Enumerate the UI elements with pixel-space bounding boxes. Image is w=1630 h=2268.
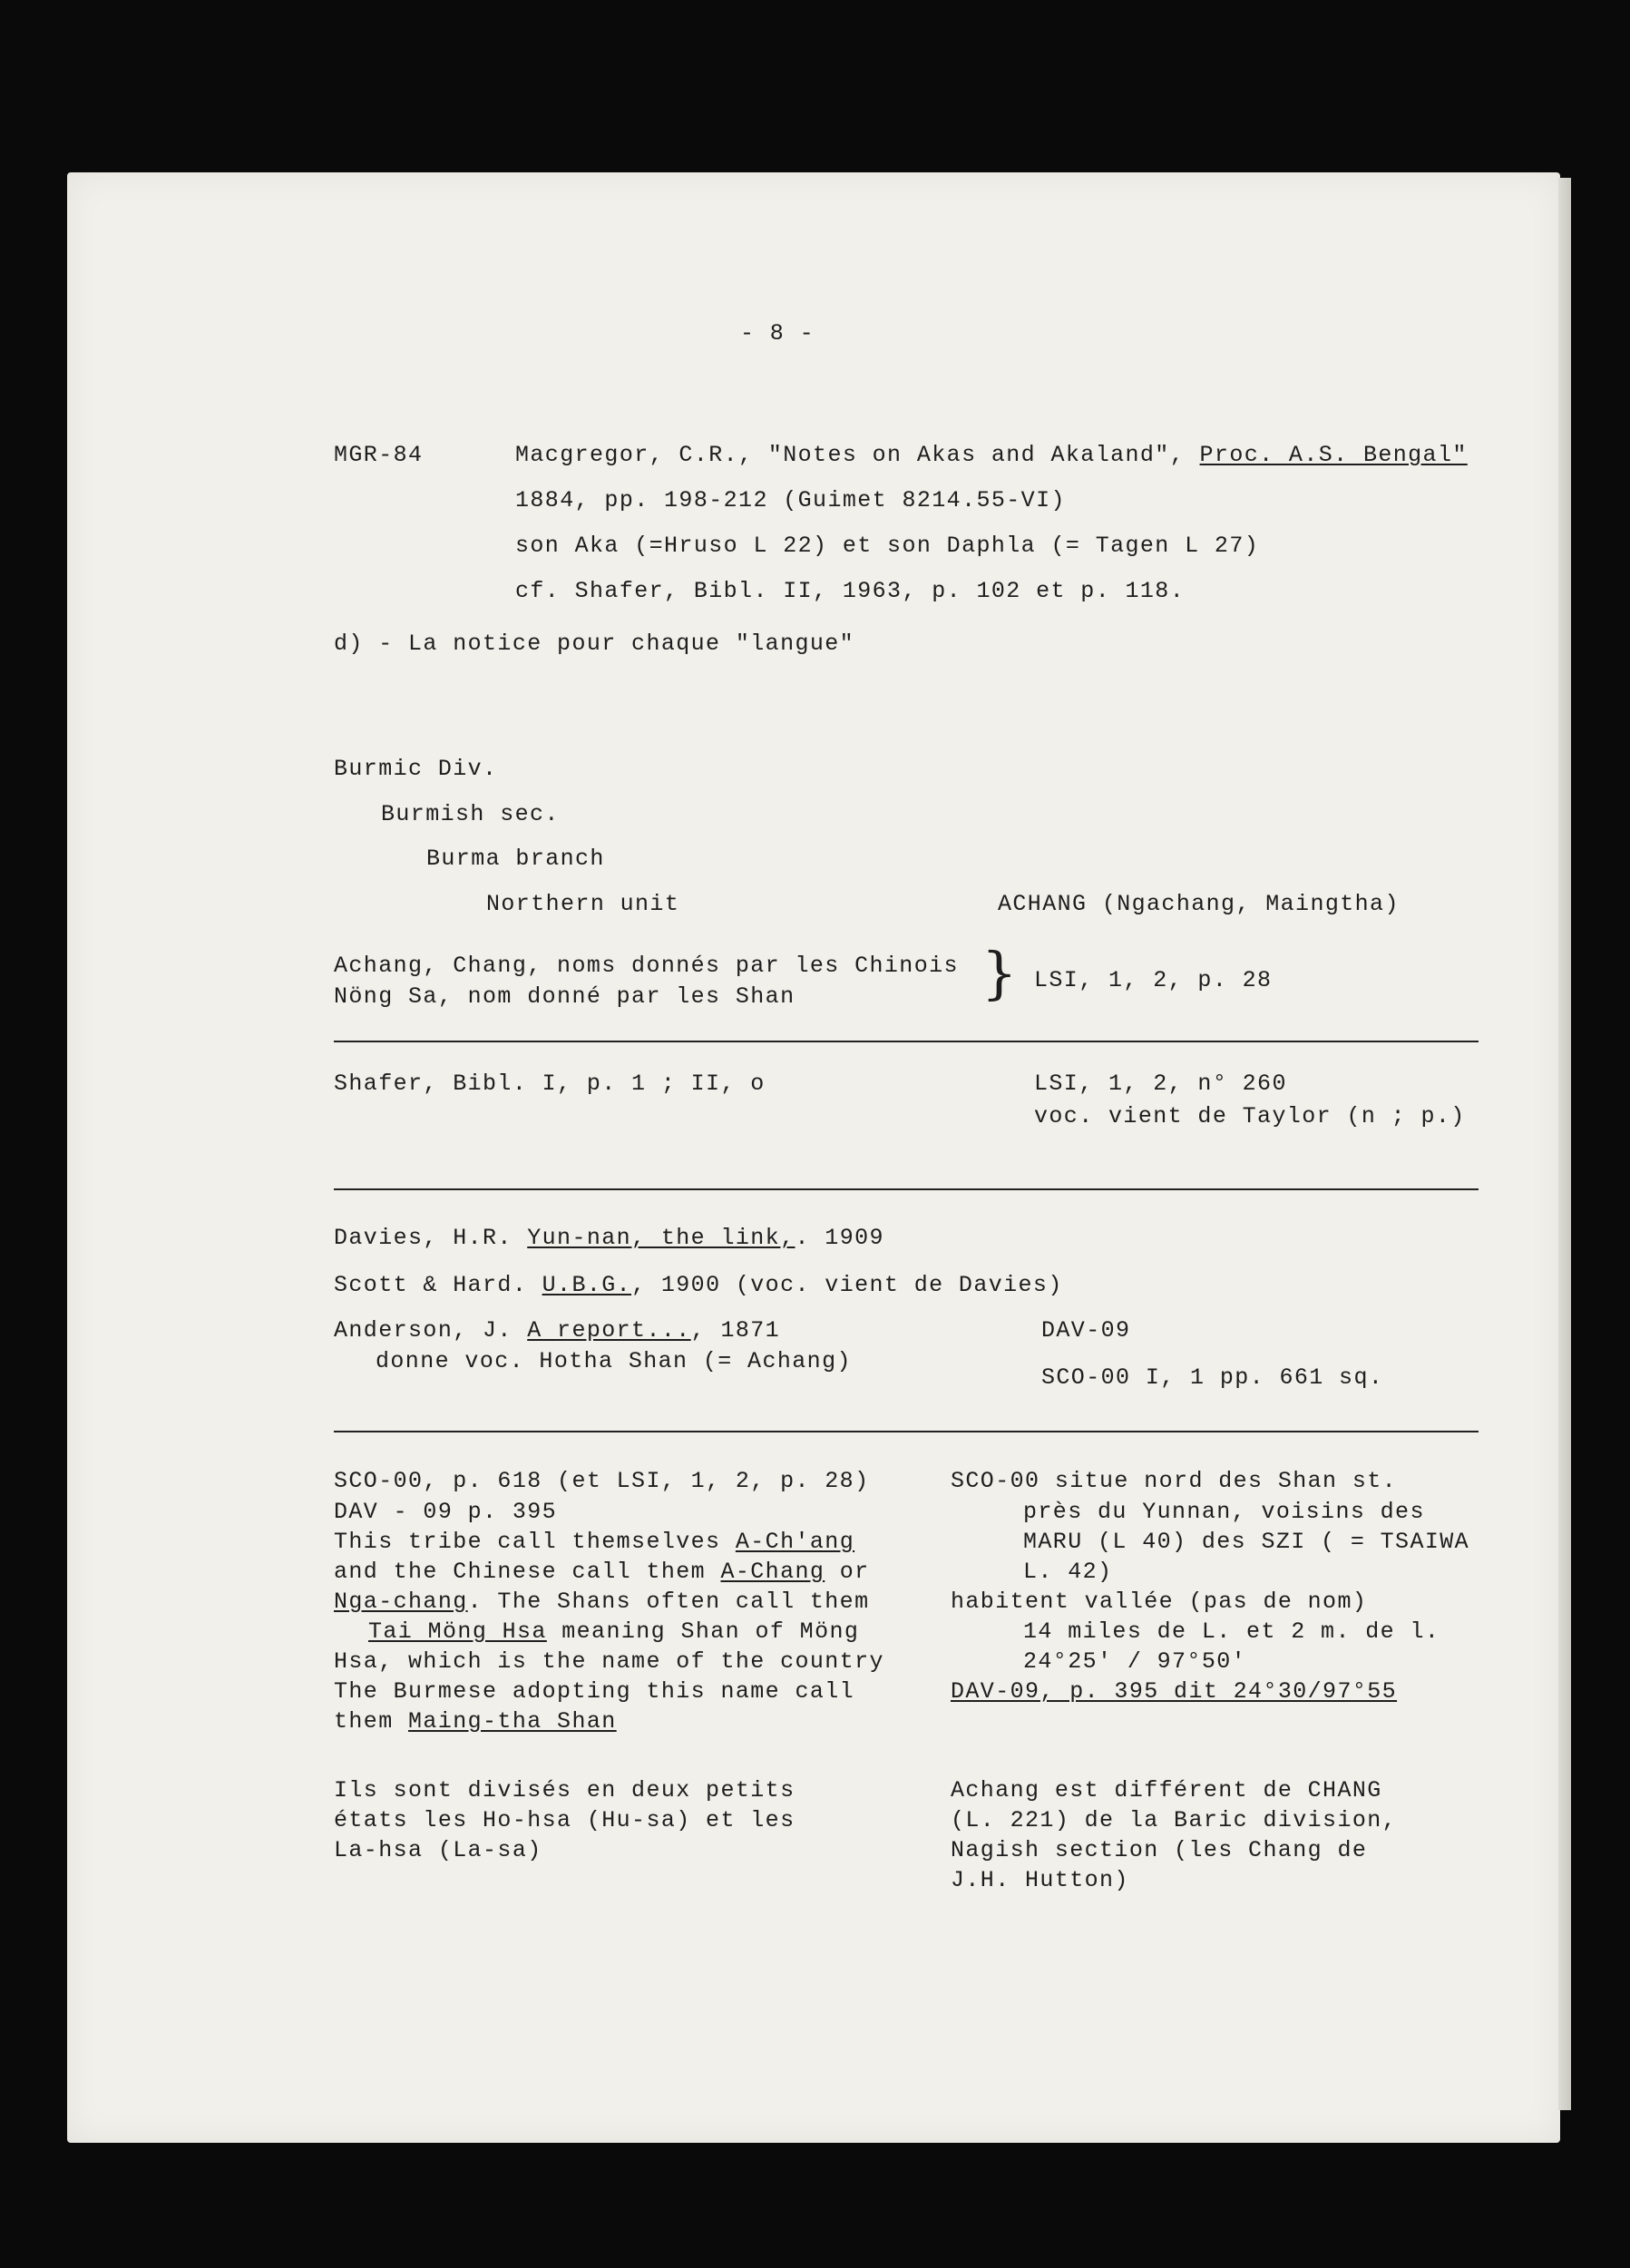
- left-note-6: [368, 1618, 859, 1646]
- lsi-ref: LSI, 1, 2, n° 260: [1034, 1070, 1287, 1097]
- classification-division: Burmic Div.: [334, 756, 498, 782]
- anderson-year: , 1871: [690, 1317, 781, 1344]
- entry-author: Macgregor, C.R., "Notes on Akas and Akaland",: [515, 442, 1200, 468]
- right-note-5: habitent vallée (pas de nom): [951, 1589, 1368, 1615]
- divider-1: [334, 1041, 1479, 1042]
- section-heading: d) - La notice pour chaque "langue": [334, 631, 855, 657]
- left-note-10: Ils sont divisés en deux petits: [334, 1777, 795, 1804]
- left-note-3: [334, 1529, 854, 1556]
- left-note-9: [334, 1708, 617, 1735]
- right-note-8: DAV-09, p. 395 dit 24°30/97°55: [951, 1678, 1398, 1705]
- right-note-9: Achang est différent de CHANG: [951, 1777, 1382, 1804]
- right-note-3: MARU (L 40) des SZI ( = TSAIWA: [1023, 1529, 1470, 1555]
- left-note-11: états les Ho-hsa (Hu-sa) et les: [334, 1807, 795, 1833]
- right-note-7: 24°25' / 97°50': [1023, 1648, 1247, 1675]
- biblio-scott: [334, 1272, 1063, 1299]
- anderson-author: Anderson, J.: [334, 1317, 528, 1344]
- left-note-7: Hsa, which is the name of the country: [334, 1648, 884, 1675]
- classification-branch: Burma branch: [426, 846, 605, 872]
- note-text: . The Shans often call them: [467, 1589, 870, 1615]
- left-note-8: The Burmese adopting this name call: [334, 1678, 855, 1705]
- brace: }: [981, 940, 1018, 1006]
- scott-year: , 1900 (voc. vient de Davies): [631, 1272, 1063, 1298]
- code-dav: DAV-09: [1041, 1317, 1131, 1344]
- right-note-2: près du Yunnan, voisins des: [1023, 1499, 1425, 1525]
- names-line-1: Achang, Chang, noms donnés par les Chinois: [334, 953, 959, 979]
- note-text: This tribe call themselves: [334, 1529, 736, 1555]
- classification-unit: Northern unit: [486, 891, 680, 917]
- anderson-title: A report...: [527, 1317, 691, 1344]
- davies-year: . 1909: [795, 1225, 884, 1251]
- note-text: or: [825, 1559, 870, 1585]
- entry-line-4: cf. Shafer, Bibl. II, 1963, p. 102 et p. 118.: [515, 578, 1186, 604]
- classification-section: Burmish sec.: [381, 801, 560, 827]
- divider-2: [334, 1188, 1479, 1190]
- biblio-davies: [334, 1225, 884, 1252]
- scott-author: Scott & Hard.: [334, 1272, 542, 1298]
- note-text: them: [334, 1708, 409, 1735]
- voc-ref: voc. vient de Taylor (n ; p.): [1034, 1103, 1466, 1129]
- note-term: Tai Möng Hsa: [368, 1618, 547, 1645]
- right-note-6: 14 miles de L. et 2 m. de l.: [1023, 1618, 1440, 1645]
- davies-author: Davies, H.R.: [334, 1225, 528, 1251]
- note-term: A-Chang: [720, 1559, 825, 1585]
- note-term: A-Ch'ang: [735, 1529, 855, 1555]
- code-sco: SCO-00 I, 1 pp. 661 sq.: [1041, 1364, 1384, 1391]
- divider-3: [334, 1431, 1479, 1432]
- left-note-12: La-hsa (La-sa): [334, 1837, 542, 1863]
- right-note-10: (L. 221) de la Baric division,: [951, 1807, 1398, 1833]
- entry-code: MGR-84: [334, 442, 424, 468]
- right-note-4: L. 42): [1023, 1559, 1113, 1585]
- entry-line-1: [515, 442, 1468, 469]
- page-number: - 8 -: [740, 320, 815, 347]
- note-term: Maing-tha Shan: [408, 1708, 617, 1735]
- left-note-2: DAV - 09 p. 395: [334, 1499, 558, 1525]
- scott-title: U.B.G.: [542, 1272, 632, 1298]
- shafer-ref: Shafer, Bibl. I, p. 1 ; II, o: [334, 1070, 766, 1097]
- entry-journal: Proc. A.S. Bengal": [1199, 442, 1468, 468]
- language-heading: ACHANG (Ngachang, Maingtha): [998, 891, 1400, 917]
- davies-title: Yun-nan, the link,: [527, 1225, 795, 1251]
- entry-line-2: 1884, pp. 198-212 (Guimet 8214.55-VI): [515, 487, 1066, 513]
- biblio-anderson: [334, 1317, 780, 1344]
- right-note-11: Nagish section (les Chang de: [951, 1837, 1368, 1863]
- note-term: Nga-chang: [334, 1589, 468, 1615]
- names-line-2: Nöng Sa, nom donné par les Shan: [334, 983, 795, 1010]
- left-note-4: [334, 1559, 870, 1586]
- right-note-1: SCO-00 situe nord des Shan st.: [951, 1468, 1398, 1494]
- names-reference: LSI, 1, 2, p. 28: [1034, 967, 1273, 993]
- right-note-12: J.H. Hutton): [951, 1867, 1129, 1893]
- biblio-anderson-line-2: donne voc. Hotha Shan (= Achang): [376, 1348, 852, 1374]
- note-text: and the Chinese call them: [334, 1559, 721, 1585]
- entry-line-3: son Aka (=Hruso L 22) et son Daphla (= Tagen L 27): [515, 533, 1260, 559]
- note-text: meaning Shan of Möng: [546, 1618, 860, 1645]
- left-note-1: SCO-00, p. 618 (et LSI, 1, 2, p. 28): [334, 1468, 870, 1494]
- left-note-5: [334, 1589, 870, 1616]
